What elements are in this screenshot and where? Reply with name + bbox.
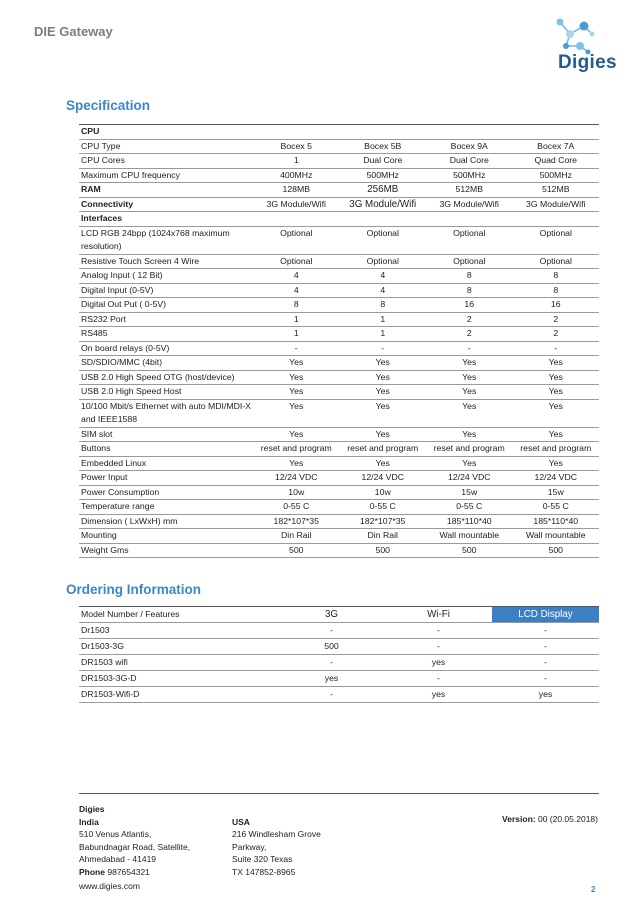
spec-row-value: - (467, 342, 471, 353)
spec-row-label: Digital Out Put ( 0-5V) (81, 299, 166, 309)
ordering-value: - (437, 641, 440, 651)
spec-row-label: RS232 Port (81, 313, 126, 324)
spec-row-value: 8 (466, 284, 472, 295)
spec-row-label: RS485 (81, 328, 108, 338)
spec-row-value: Yes (462, 357, 477, 367)
spec-row-value: Yes (375, 457, 390, 468)
ordering-header-model: Model Number / Features (81, 609, 180, 619)
spec-row (79, 298, 599, 313)
ordering-row (79, 655, 599, 671)
spec-row-value: 500 (289, 544, 304, 555)
spec-row-label: Resistive Touch Screen 4 Wire (81, 255, 200, 266)
spec-row-value: Yes (375, 386, 390, 396)
spec-row-value: 500 (462, 544, 477, 555)
spec-row-value: 500MHz (453, 169, 486, 180)
spec-row (79, 399, 599, 427)
footer-divider (79, 793, 599, 794)
spec-row-value: Quad Core (534, 155, 577, 165)
spec-row (79, 226, 599, 254)
ordering-information-title: Ordering Information (66, 582, 201, 597)
spec-row-value: Yes (289, 400, 304, 411)
spec-row-value: 512MB (455, 184, 484, 194)
spec-row-value: Optional (539, 227, 572, 238)
spec-row-value: 16 (464, 299, 475, 309)
spec-row-value: Yes (462, 400, 477, 411)
spec-row-value: 8 (466, 270, 472, 280)
spec-row (79, 327, 599, 342)
spec-row-value: 185*110*40 (533, 515, 579, 526)
ordering-value: - (437, 625, 440, 635)
ordering-row (79, 639, 599, 655)
spec-row (79, 370, 599, 385)
spec-row-value: 1 (293, 328, 299, 338)
spec-row-value: Yes (462, 371, 477, 382)
spec-row (79, 168, 599, 183)
spec-header-cell (253, 125, 340, 140)
footer-phone: 987654321 (107, 866, 150, 877)
ordering-row (79, 623, 599, 639)
ordering-model: DR1503-Wifi-D (81, 689, 140, 699)
footer-usa-block (232, 816, 321, 879)
spec-header-cell: CPU (81, 126, 100, 136)
spec-row (79, 385, 599, 400)
spec-row (79, 197, 599, 212)
spec-row-value: Bocex 9A (450, 140, 488, 151)
spec-row-value (513, 212, 600, 227)
footer-india-line3: Ahmedabad - 41419 (79, 854, 157, 864)
spec-row-value: 4 (293, 284, 299, 295)
spec-row-value: Bocex 7A (537, 140, 575, 151)
spec-row-label: Embedded Linux (81, 457, 147, 468)
spec-row (79, 312, 599, 327)
spec-row-value: 3G Module/Wifi (266, 198, 326, 209)
spec-row-value: Bocex 5B (364, 140, 402, 151)
spec-row-value: Dual Core (363, 155, 403, 165)
spec-row-value: 12/24 VDC (534, 472, 577, 482)
spec-row-value: 4 (293, 270, 299, 280)
spec-row-value: 500MHz (539, 169, 572, 180)
digies-logo-text: Digies (558, 52, 617, 73)
spec-row-label: RAM (81, 184, 101, 194)
spec-row (79, 283, 599, 298)
spec-row-label: Digital Input (0-5V) (81, 284, 154, 295)
spec-row-value: 12/24 VDC (275, 472, 318, 482)
spec-row-label: Buttons (81, 443, 111, 453)
spec-row-value: Yes (462, 386, 477, 396)
spec-row-label: Power Input (81, 472, 128, 482)
spec-row-value: 12/24 VDC (448, 472, 491, 482)
footer-usa-line1: 216 Windlesham Grove (232, 829, 321, 839)
ordering-value: yes (431, 689, 446, 699)
spec-row-value: 2 (553, 328, 559, 338)
spec-row-value (340, 212, 427, 227)
spec-row-value: 8 (553, 284, 559, 295)
spec-row-label: Interfaces (81, 213, 123, 223)
spec-row-value: Din Rail (367, 530, 398, 540)
spec-row-value: 16 (550, 299, 561, 309)
spec-row (79, 356, 599, 371)
spec-row-value: 512MB (541, 184, 570, 194)
spec-row-value: 0-55 C (283, 501, 310, 511)
spec-row-value: Yes (375, 357, 390, 367)
spec-row (79, 254, 599, 269)
spec-row-value: reset and program (260, 443, 332, 453)
document-header-title: DIE Gateway (34, 24, 113, 39)
spec-row-value: Din Rail (281, 530, 312, 540)
spec-row-value: 10w (288, 486, 305, 497)
spec-row-value (426, 212, 513, 227)
spec-row-value: 128MB (282, 184, 311, 194)
spec-row (79, 341, 599, 356)
spec-row-label: On board relays (0-5V) (81, 342, 170, 353)
spec-row-value: 182*107*35 (273, 515, 319, 526)
spec-row-value: Yes (548, 357, 563, 367)
page-number: 2 (591, 885, 596, 894)
spec-row-value: Optional (280, 227, 313, 238)
spec-row (79, 543, 599, 558)
spec-row-value: reset and program (347, 443, 419, 453)
spec-row-value: 1 (293, 155, 299, 165)
spec-row-value: 0-55 C (542, 501, 569, 511)
spec-row-value: Wall mountable (525, 530, 586, 540)
ordering-row (79, 687, 599, 703)
spec-row-value: 400MHz (280, 169, 313, 180)
spec-row (79, 471, 599, 486)
spec-row-value (253, 212, 340, 227)
spec-row-label: Dimension ( LxWxH) mm (81, 515, 178, 526)
ordering-model: DR1503-3G-D (81, 673, 137, 683)
spec-row-label: Weight Gms (81, 544, 129, 555)
spec-row-value: Yes (375, 400, 390, 411)
spec-row-label: SD/SDIO/MMC (4bit) (81, 357, 163, 367)
spec-row-label: SIM slot (81, 428, 113, 439)
ordering-table (79, 606, 599, 703)
spec-row-value: 4 (380, 284, 386, 295)
spec-row-value: Yes (548, 428, 563, 439)
spec-row-value: 2 (466, 313, 472, 324)
spec-row-value: Yes (548, 400, 563, 411)
spec-row (79, 500, 599, 515)
spec-row-label: USB 2.0 High Speed OTG (host/device) (81, 371, 235, 382)
spec-row-value: 10w (374, 486, 391, 497)
spec-row-value: Yes (289, 428, 304, 439)
spec-row-label: Analog Input ( 12 Bit) (81, 270, 163, 280)
spec-row-value: 8 (553, 270, 559, 280)
spec-row (79, 183, 599, 198)
spec-row-value: - (294, 342, 298, 353)
spec-row-value: Yes (375, 371, 390, 382)
spec-row (79, 154, 599, 169)
spec-row (79, 212, 599, 227)
spec-header-cell (340, 125, 427, 140)
spec-row-label: 10/100 Mbit/s Ethernet with auto MDI/MDI-X and IEEE1588 (81, 400, 251, 424)
spec-row-value: 0-55 C (456, 501, 483, 511)
spec-row-value: 2 (466, 328, 472, 338)
spec-row-value: 500 (548, 544, 563, 555)
footer-usa-heading: USA (232, 816, 250, 827)
ordering-row (79, 671, 599, 687)
spec-row-value: Yes (462, 428, 477, 439)
footer-version-label: Version: (502, 814, 536, 824)
specification-table (79, 124, 599, 558)
spec-row-value: 3G Module/Wifi (349, 198, 417, 210)
spec-row-value: Optional (280, 255, 313, 266)
spec-row-label: USB 2.0 High Speed Host (81, 386, 182, 396)
spec-row-value: Yes (548, 386, 563, 396)
spec-row-value: 3G Module/Wifi (526, 198, 586, 209)
footer-website-link[interactable]: www.digies.com (79, 881, 140, 891)
footer-company: Digies (79, 804, 105, 814)
ordering-value: - (330, 689, 333, 699)
spec-row-label: Maximum CPU frequency (81, 169, 180, 180)
ordering-value: - (544, 625, 547, 635)
ordering-header-wifi: Wi-Fi (427, 609, 450, 620)
spec-row-value: 182*107*35 (360, 515, 406, 526)
spec-row (79, 485, 599, 500)
ordering-value: - (544, 673, 547, 683)
spec-header-cell (513, 125, 600, 140)
footer-version-value: 00 (20.05.2018) (537, 814, 598, 824)
footer-phone-label: Phone (79, 866, 105, 877)
spec-row-value: Yes (289, 457, 304, 468)
spec-row-value: 2 (553, 313, 559, 324)
spec-row-value: 1 (293, 313, 299, 324)
ordering-model: Dr1503 (81, 625, 110, 635)
spec-row-value: 500 (375, 544, 390, 555)
spec-row-value: Yes (462, 457, 477, 468)
spec-row (79, 269, 599, 284)
footer-usa-line2: Parkway, (232, 841, 267, 852)
spec-row-label: CPU Cores (81, 155, 125, 165)
spec-row (79, 456, 599, 471)
spec-row-value: Bocex 5 (280, 140, 312, 151)
spec-row-value: 15w (461, 486, 478, 497)
spec-row-value: reset and program (520, 443, 592, 453)
spec-row (79, 139, 599, 154)
spec-row-label: CPU Type (81, 140, 121, 151)
ordering-value: yes (324, 673, 339, 683)
ordering-header-3g: 3G (324, 609, 339, 620)
spec-row-value: Optional (539, 255, 572, 266)
spec-row-value: Yes (375, 428, 390, 439)
spec-row (79, 442, 599, 457)
spec-row-value: Dual Core (449, 155, 489, 165)
spec-row-value: Wall mountable (439, 530, 500, 540)
spec-row-value: Yes (548, 457, 563, 468)
spec-row-value: Yes (289, 357, 304, 367)
spec-row (79, 514, 599, 529)
ordering-value: - (544, 657, 547, 667)
spec-row-value: Yes (289, 386, 304, 396)
spec-row-value: Optional (453, 255, 486, 266)
specification-header-row (79, 125, 599, 140)
ordering-value: yes (431, 657, 446, 667)
footer-usa-line3: Suite 320 Texas (232, 854, 293, 864)
spec-row-value: 12/24 VDC (361, 472, 404, 482)
footer-india-heading: India (79, 816, 99, 827)
ordering-value: 500 (324, 641, 339, 651)
ordering-value: - (330, 625, 333, 635)
spec-row (79, 427, 599, 442)
spec-row-value: 1 (380, 313, 386, 324)
spec-row-value: 1 (380, 328, 386, 338)
spec-row-value: Optional (453, 227, 486, 238)
ordering-model: Dr1503-3G (81, 641, 124, 651)
spec-row-value: 15w (547, 486, 564, 497)
spec-header-cell (426, 125, 513, 140)
spec-row-value: - (381, 342, 385, 353)
spec-row (79, 529, 599, 544)
spec-row-value: Optional (366, 255, 399, 266)
ordering-value: - (330, 657, 333, 667)
spec-row-label: LCD RGB 24bpp (1024x768 maximum resolution) (81, 227, 230, 251)
spec-row-value: reset and program (433, 443, 505, 453)
spec-row-value: Yes (289, 371, 304, 382)
ordering-header-row (79, 607, 599, 623)
spec-row-value: 3G Module/Wifi (439, 198, 499, 209)
ordering-value: - (544, 641, 547, 651)
spec-row-value: 500MHz (366, 169, 399, 180)
ordering-model: DR1503 wifi (81, 657, 128, 667)
footer-usa-line4: TX 147852-8965 (232, 866, 296, 877)
spec-row-label: Temperature range (81, 501, 155, 511)
spec-row-value: Optional (366, 227, 399, 238)
spec-row-value: 8 (380, 299, 386, 309)
spec-row-value: 185*110*40 (446, 515, 492, 526)
spec-row-label: Connectivity (81, 198, 134, 209)
ordering-value: - (437, 673, 440, 683)
spec-row-value: 8 (293, 299, 299, 309)
ordering-header-lcd-display: LCD Display (492, 607, 599, 623)
ordering-value: yes (538, 689, 553, 699)
spec-row-label: Power Consumption (81, 486, 160, 497)
spec-row-value: 0-55 C (369, 501, 396, 511)
footer-india-line1: 510 Venus Atlantis, (79, 829, 152, 839)
footer-india-line2: Babundnagar Road, Satellite, (79, 841, 191, 852)
footer-india-block (79, 803, 190, 878)
footer-version (480, 813, 598, 826)
spec-row-value: - (554, 342, 558, 353)
spec-row-value: 256MB (367, 184, 399, 195)
spec-row-value: Yes (548, 371, 563, 382)
specification-title: Specification (66, 98, 151, 113)
spec-row-value: 4 (380, 270, 386, 280)
spec-row-label: Mounting (81, 530, 117, 540)
